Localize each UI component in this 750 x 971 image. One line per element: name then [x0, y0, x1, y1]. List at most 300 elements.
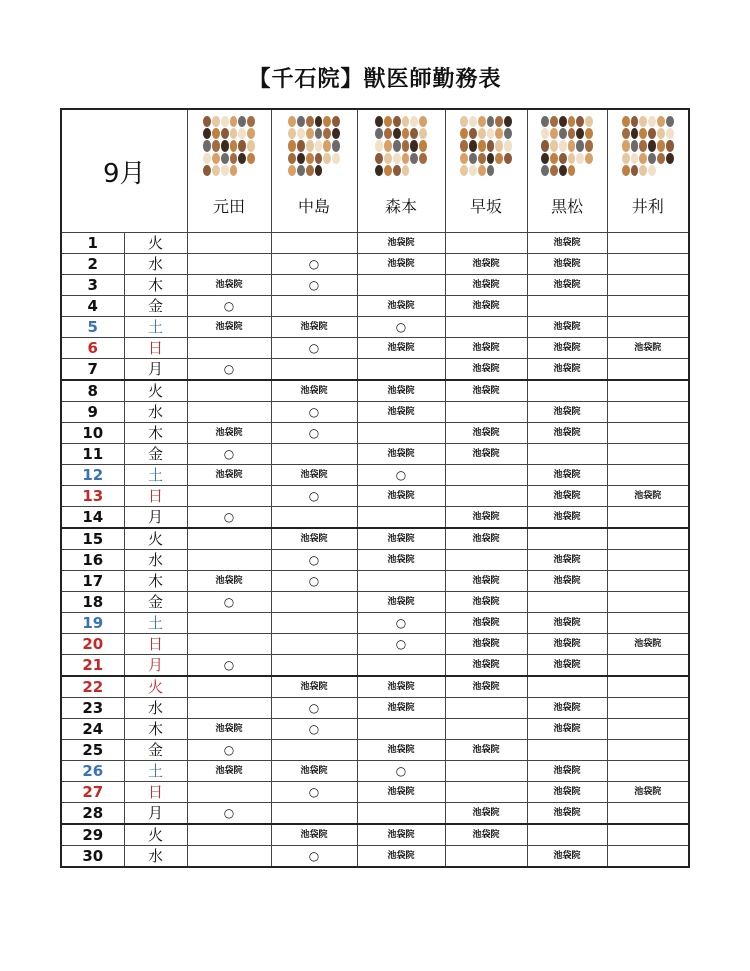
table-row [61, 761, 689, 782]
shift-cell: 池袋院 [527, 233, 607, 254]
shift-cell [527, 592, 607, 613]
dog-face-icon [332, 140, 340, 151]
shift-cell: ○ [271, 338, 357, 359]
dog-faces-icon [460, 116, 512, 176]
shift-cell [607, 444, 689, 465]
shift-cell [271, 740, 357, 761]
dog-face-icon [419, 116, 427, 127]
weekday-cell: 金 [124, 296, 187, 317]
shift-cell [527, 444, 607, 465]
shift-cell: ○ [271, 254, 357, 275]
shift-cell [527, 824, 607, 846]
shift-cell [271, 444, 357, 465]
day-cell: 8 [61, 380, 124, 402]
shift-cell: 池袋院 [445, 444, 527, 465]
dog-face-icon [568, 116, 576, 127]
dog-face-icon [384, 140, 392, 151]
shift-cell [607, 655, 689, 677]
table-row [61, 465, 689, 486]
dog-face-icon [550, 140, 558, 151]
shift-cell [271, 655, 357, 677]
dog-face-icon [631, 165, 639, 176]
shift-cell: 池袋院 [445, 824, 527, 846]
shift-cell [527, 740, 607, 761]
dog-face-icon [212, 128, 220, 139]
dog-face-icon [487, 153, 495, 164]
shift-cell [187, 528, 271, 550]
shift-cell [607, 317, 689, 338]
weekday-cell: 月 [124, 803, 187, 825]
dog-face-icon [631, 116, 639, 127]
dog-face-icon [315, 128, 323, 139]
shift-cell: ○ [271, 782, 357, 803]
dog-face-icon [631, 153, 639, 164]
dog-face-icon [559, 128, 567, 139]
dog-face-icon [666, 128, 674, 139]
dog-face-icon [419, 128, 427, 139]
day-cell: 12 [61, 465, 124, 486]
shift-cell: 池袋院 [357, 296, 445, 317]
shift-cell [187, 486, 271, 507]
dog-face-icon [384, 153, 392, 164]
table-row [61, 444, 689, 465]
dog-face-icon [247, 140, 255, 151]
shift-cell: 池袋院 [187, 571, 271, 592]
dog-face-icon [315, 165, 323, 176]
dog-face-icon [230, 153, 238, 164]
shift-cell: 池袋院 [445, 275, 527, 296]
vet-name: 黒松 [551, 197, 584, 216]
dog-face-icon [469, 140, 477, 151]
shift-cell [187, 824, 271, 846]
shift-cell: 池袋院 [357, 380, 445, 402]
dog-faces-icon [541, 116, 593, 176]
shift-cell: 池袋院 [271, 824, 357, 846]
dog-face-icon [402, 165, 410, 176]
dog-face-icon [410, 116, 418, 127]
weekday-cell: 水 [124, 698, 187, 719]
dog-face-icon [288, 165, 296, 176]
dog-face-icon [419, 153, 427, 164]
dog-face-icon [550, 116, 558, 127]
day-cell: 24 [61, 719, 124, 740]
vet-header [187, 109, 271, 233]
shift-cell: 池袋院 [445, 423, 527, 444]
dog-face-icon [306, 116, 314, 127]
dog-face-icon [221, 165, 229, 176]
shift-cell: 池袋院 [445, 528, 527, 550]
dog-face-icon [402, 116, 410, 127]
day-cell: 3 [61, 275, 124, 296]
shift-cell: 池袋院 [607, 338, 689, 359]
dog-face-icon [306, 128, 314, 139]
shift-cell: 池袋院 [527, 803, 607, 825]
shift-cell: ○ [271, 571, 357, 592]
shift-cell: 池袋院 [271, 761, 357, 782]
dog-face-icon [375, 165, 383, 176]
shift-cell [607, 507, 689, 529]
vet-name: 中島 [298, 197, 331, 216]
shift-cell [187, 380, 271, 402]
shift-cell: 池袋院 [445, 655, 527, 677]
dog-face-icon [297, 128, 305, 139]
shift-cell [445, 317, 527, 338]
shift-cell: ○ [357, 634, 445, 655]
weekday-cell: 土 [124, 761, 187, 782]
shift-cell: ○ [187, 592, 271, 613]
dog-face-icon [393, 116, 401, 127]
shift-cell [607, 423, 689, 444]
dog-face-icon [375, 128, 383, 139]
shift-cell [271, 507, 357, 529]
dog-face-icon [504, 128, 512, 139]
table-row [61, 402, 689, 423]
table-row [61, 317, 689, 338]
dog-face-icon [478, 153, 486, 164]
shift-cell [607, 740, 689, 761]
dog-face-icon [495, 153, 503, 164]
shift-cell: 池袋院 [271, 528, 357, 550]
dog-face-icon [504, 116, 512, 127]
shift-cell: 池袋院 [357, 486, 445, 507]
vet-name: 元田 [213, 197, 246, 216]
shift-cell: 池袋院 [527, 423, 607, 444]
shift-cell: 池袋院 [357, 592, 445, 613]
dog-face-icon [495, 116, 503, 127]
table-row [61, 698, 689, 719]
dog-face-icon [203, 128, 211, 139]
shift-cell [607, 296, 689, 317]
table-row [61, 613, 689, 634]
dog-face-icon [375, 140, 383, 151]
day-cell: 6 [61, 338, 124, 359]
dog-face-icon [203, 165, 211, 176]
weekday-cell: 土 [124, 317, 187, 338]
dog-face-icon [375, 116, 383, 127]
dog-face-icon [297, 140, 305, 151]
shift-cell: ○ [357, 465, 445, 486]
shift-cell: 池袋院 [445, 803, 527, 825]
dog-face-icon [221, 153, 229, 164]
table-row [61, 507, 689, 529]
weekday-cell: 月 [124, 655, 187, 677]
shift-cell [527, 380, 607, 402]
shift-cell: ○ [271, 719, 357, 740]
day-cell: 14 [61, 507, 124, 529]
dog-face-icon [315, 116, 323, 127]
shift-cell: 池袋院 [527, 338, 607, 359]
dog-face-icon [568, 140, 576, 151]
dog-face-icon [393, 128, 401, 139]
dog-face-icon [323, 128, 331, 139]
table-row [61, 233, 689, 254]
month-header: 9月 [61, 109, 187, 233]
shift-cell: ○ [271, 550, 357, 571]
dog-face-icon [541, 116, 549, 127]
dog-face-icon [402, 128, 410, 139]
dog-face-icon [469, 153, 477, 164]
shift-cell: ○ [271, 423, 357, 444]
dog-face-icon [332, 116, 340, 127]
shift-cell [187, 782, 271, 803]
dog-face-icon [576, 140, 584, 151]
shift-cell: 池袋院 [357, 338, 445, 359]
shift-cell: 池袋院 [187, 465, 271, 486]
page-title: 【千石院】獣医師勤務表 [248, 67, 502, 92]
dog-face-icon [648, 128, 656, 139]
day-cell: 18 [61, 592, 124, 613]
day-cell: 27 [61, 782, 124, 803]
table-row [61, 296, 689, 317]
shift-cell [607, 528, 689, 550]
shift-cell [607, 465, 689, 486]
dog-face-icon [212, 140, 220, 151]
table-row [61, 782, 689, 803]
dog-face-icon [478, 140, 486, 151]
shift-cell: ○ [271, 846, 357, 868]
weekday-cell: 土 [124, 465, 187, 486]
shift-cell [445, 486, 527, 507]
shift-cell: 池袋院 [187, 423, 271, 444]
weekday-cell: 木 [124, 275, 187, 296]
day-cell: 16 [61, 550, 124, 571]
dog-face-icon [460, 153, 468, 164]
shift-cell [187, 550, 271, 571]
dog-face-icon [585, 153, 593, 164]
shift-cell: 池袋院 [445, 634, 527, 655]
shift-cell: 池袋院 [527, 359, 607, 381]
table-row [61, 486, 689, 507]
dog-face-icon [212, 153, 220, 164]
dog-face-icon [221, 116, 229, 127]
vet-name: 森本 [385, 197, 418, 216]
shift-cell [607, 824, 689, 846]
shift-cell [607, 402, 689, 423]
shift-cell: 池袋院 [187, 317, 271, 338]
dog-face-icon [541, 140, 549, 151]
shift-cell [607, 761, 689, 782]
dog-face-icon [230, 165, 238, 176]
dog-face-icon [666, 140, 674, 151]
dog-faces-icon [203, 116, 255, 176]
dog-face-icon [203, 116, 211, 127]
shift-cell [187, 613, 271, 634]
shift-cell: 池袋院 [357, 824, 445, 846]
dog-face-icon [639, 165, 647, 176]
shift-cell [527, 676, 607, 698]
vet-header [357, 109, 445, 233]
weekday-cell: 日 [124, 486, 187, 507]
shift-cell [357, 507, 445, 529]
dog-face-icon [230, 116, 238, 127]
table-row [61, 423, 689, 444]
weekday-cell: 月 [124, 507, 187, 529]
dog-face-icon [550, 128, 558, 139]
dog-face-icon [666, 153, 674, 164]
shift-cell: 池袋院 [357, 846, 445, 868]
shift-cell: 池袋院 [527, 761, 607, 782]
dog-face-icon [487, 140, 495, 151]
day-cell: 28 [61, 803, 124, 825]
dog-face-icon [478, 165, 486, 176]
shift-cell: 池袋院 [187, 275, 271, 296]
weekday-cell: 金 [124, 444, 187, 465]
shift-cell [187, 676, 271, 698]
day-cell: 5 [61, 317, 124, 338]
shift-cell [187, 634, 271, 655]
table-row [61, 592, 689, 613]
day-cell: 9 [61, 402, 124, 423]
shift-cell: 池袋院 [445, 571, 527, 592]
weekday-cell: 水 [124, 550, 187, 571]
shift-cell: ○ [187, 296, 271, 317]
table-row [61, 338, 689, 359]
vet-header [445, 109, 527, 233]
table-row [61, 550, 689, 571]
dog-face-icon [585, 128, 593, 139]
shift-cell: ○ [187, 359, 271, 381]
dog-face-icon [469, 165, 477, 176]
dog-face-icon [315, 153, 323, 164]
shift-cell [271, 359, 357, 381]
day-cell: 23 [61, 698, 124, 719]
shift-cell [445, 233, 527, 254]
dog-face-icon [657, 140, 665, 151]
dog-face-icon [568, 153, 576, 164]
day-cell: 17 [61, 571, 124, 592]
dog-face-icon [323, 140, 331, 151]
dog-face-icon [648, 153, 656, 164]
table-row [61, 634, 689, 655]
dog-face-icon [648, 140, 656, 151]
dog-face-icon [221, 128, 229, 139]
shift-cell: ○ [187, 803, 271, 825]
shift-cell [607, 592, 689, 613]
day-cell: 25 [61, 740, 124, 761]
day-cell: 1 [61, 233, 124, 254]
day-cell: 4 [61, 296, 124, 317]
dog-face-icon [487, 128, 495, 139]
dog-face-icon [288, 128, 296, 139]
weekday-cell: 火 [124, 824, 187, 846]
dog-face-icon [410, 153, 418, 164]
dog-face-icon [288, 153, 296, 164]
dog-face-icon [622, 153, 630, 164]
dog-face-icon [384, 128, 392, 139]
shift-cell [445, 402, 527, 423]
shift-cell: 池袋院 [271, 380, 357, 402]
shift-cell: 池袋院 [527, 719, 607, 740]
dog-face-icon [622, 165, 630, 176]
dog-face-icon [648, 116, 656, 127]
shift-cell: 池袋院 [527, 465, 607, 486]
dog-face-icon [576, 116, 584, 127]
shift-cell: 池袋院 [527, 846, 607, 868]
table-row [61, 571, 689, 592]
shift-cell [607, 550, 689, 571]
weekday-cell: 日 [124, 338, 187, 359]
shift-cell [357, 719, 445, 740]
dog-face-icon [559, 116, 567, 127]
dog-face-icon [487, 165, 495, 176]
dog-face-icon [288, 140, 296, 151]
weekday-cell: 金 [124, 592, 187, 613]
dog-face-icon [657, 116, 665, 127]
dog-face-icon [639, 128, 647, 139]
dog-face-icon [639, 153, 647, 164]
dog-face-icon [657, 128, 665, 139]
day-cell: 22 [61, 676, 124, 698]
shift-cell: 池袋院 [187, 761, 271, 782]
table-row [61, 380, 689, 402]
shift-cell [607, 233, 689, 254]
shift-cell [187, 254, 271, 275]
shift-cell [607, 846, 689, 868]
table-row [61, 846, 689, 868]
shift-cell: ○ [357, 613, 445, 634]
shift-cell [607, 719, 689, 740]
shift-cell [187, 402, 271, 423]
shift-cell [357, 359, 445, 381]
shift-cell: ○ [187, 655, 271, 677]
shift-cell [445, 550, 527, 571]
shift-cell [607, 698, 689, 719]
dog-face-icon [559, 165, 567, 176]
dog-face-icon [332, 128, 340, 139]
shift-cell [357, 803, 445, 825]
vet-name: 井利 [631, 197, 664, 216]
dog-face-icon [585, 116, 593, 127]
shift-cell: 池袋院 [357, 782, 445, 803]
dog-face-icon [568, 165, 576, 176]
dog-face-icon [657, 153, 665, 164]
dog-face-icon [315, 140, 323, 151]
dog-face-icon [478, 116, 486, 127]
dog-face-icon [478, 128, 486, 139]
dog-face-icon [238, 116, 246, 127]
shift-cell: ○ [271, 698, 357, 719]
weekday-cell: 木 [124, 423, 187, 444]
shift-cell: ○ [271, 402, 357, 423]
shift-cell [527, 296, 607, 317]
day-cell: 13 [61, 486, 124, 507]
table-row [61, 824, 689, 846]
shift-cell: 池袋院 [527, 486, 607, 507]
dog-face-icon [297, 116, 305, 127]
weekday-cell: 日 [124, 634, 187, 655]
table-row [61, 740, 689, 761]
shift-cell [271, 296, 357, 317]
dog-face-icon [393, 140, 401, 151]
weekday-cell: 月 [124, 359, 187, 381]
shift-cell: ○ [271, 486, 357, 507]
shift-cell [271, 592, 357, 613]
table-row [61, 359, 689, 381]
schedule-body [61, 233, 689, 868]
shift-cell: 池袋院 [271, 317, 357, 338]
weekday-cell: 木 [124, 719, 187, 740]
dog-face-icon [238, 140, 246, 151]
dog-face-icon [504, 153, 512, 164]
shift-cell: 池袋院 [527, 507, 607, 529]
shift-cell [357, 571, 445, 592]
dog-face-icon [639, 116, 647, 127]
shift-cell: ○ [357, 317, 445, 338]
dog-face-icon [247, 153, 255, 164]
day-cell: 10 [61, 423, 124, 444]
dog-face-icon [639, 140, 647, 151]
dog-face-icon [622, 116, 630, 127]
